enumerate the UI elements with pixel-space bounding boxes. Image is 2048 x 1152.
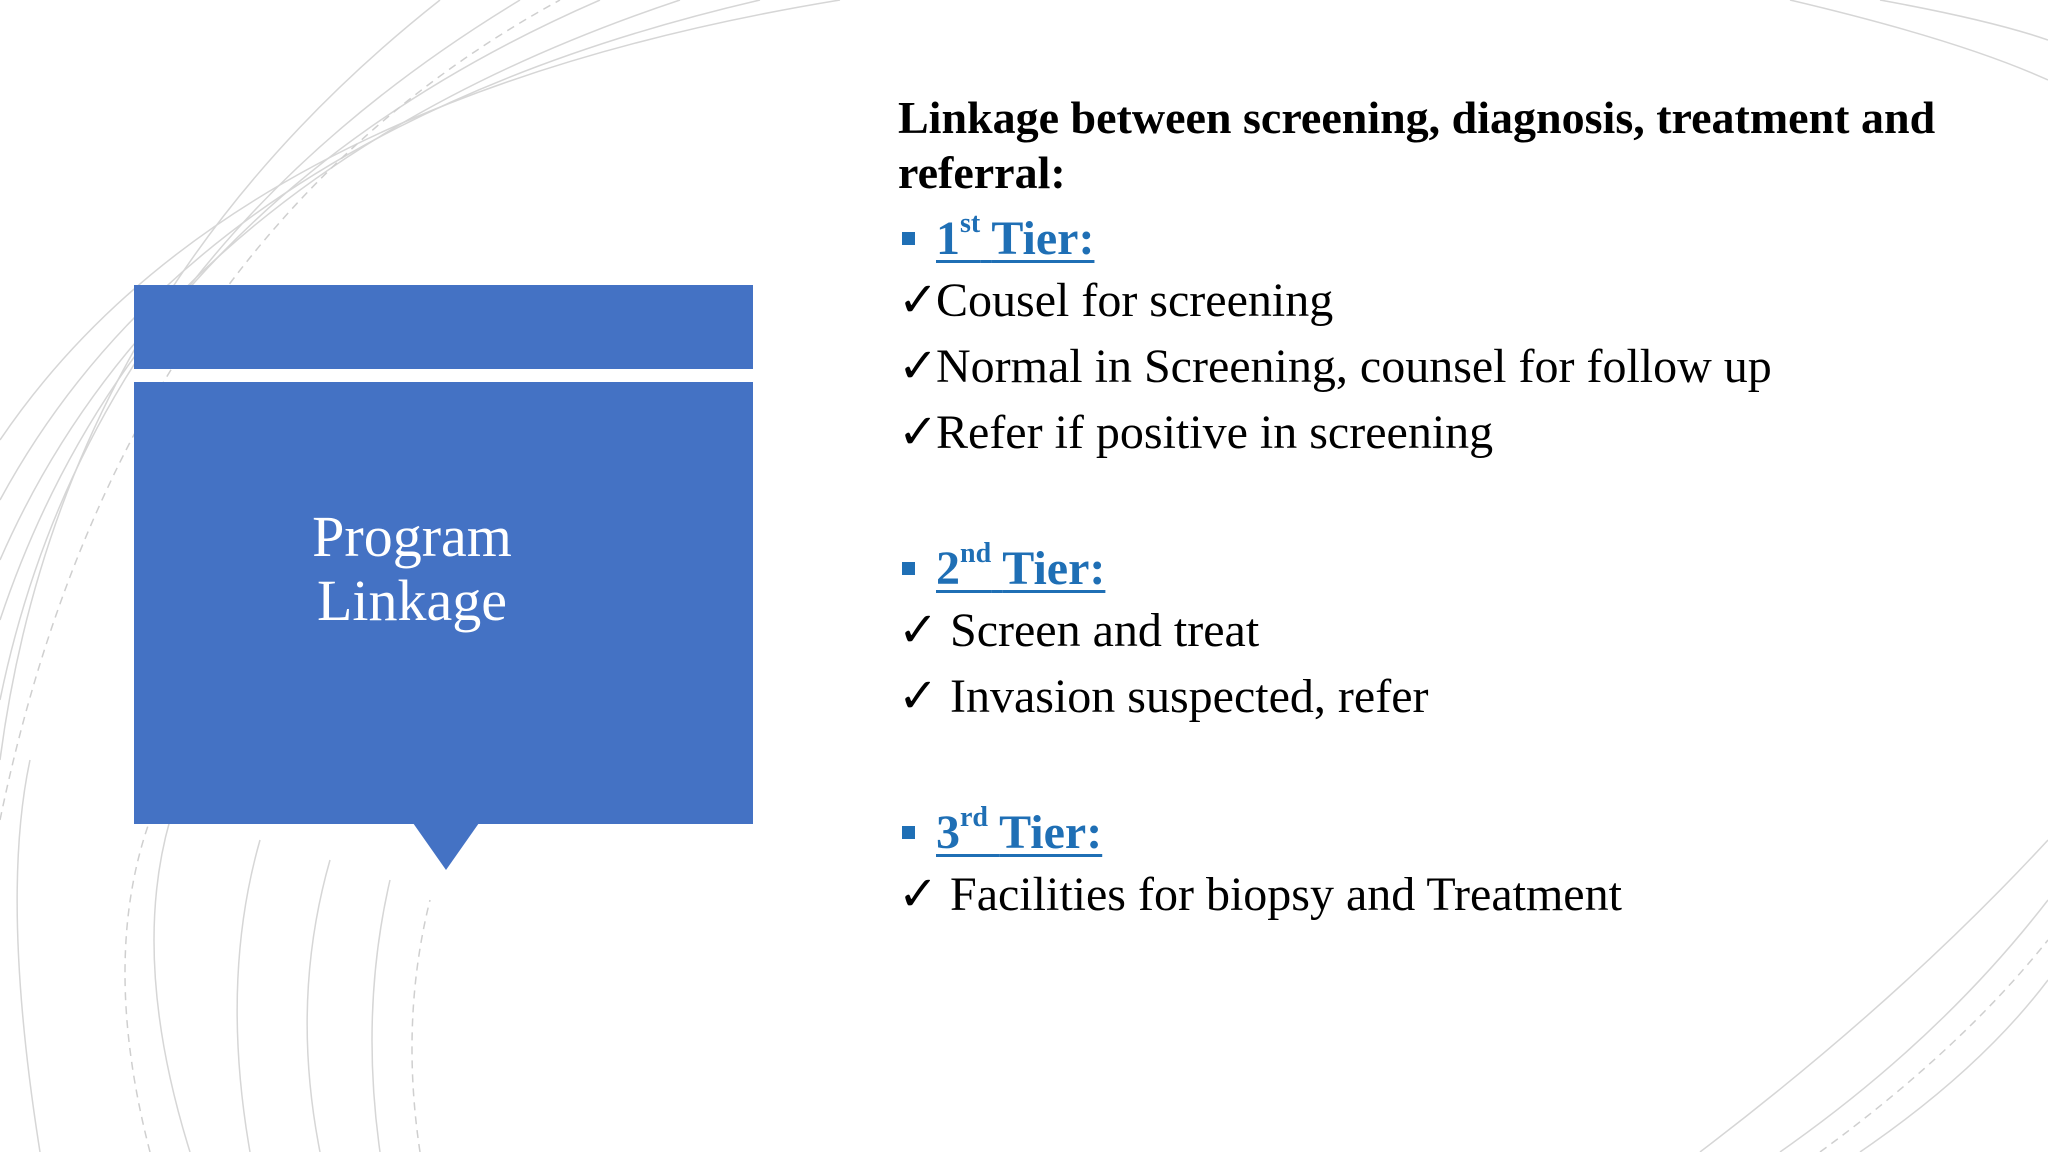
list-item-text: Normal in Screening, counsel for follow up (936, 340, 1772, 393)
tier-2-header (898, 540, 2008, 598)
list-item (898, 268, 2008, 334)
list-item-text: Screen and treat (950, 604, 1260, 657)
list-item-text: Refer if positive in screening (936, 406, 1494, 459)
title-accent-bar (134, 285, 753, 369)
list-item-text: Cousel for screening (936, 274, 1334, 327)
tier-1-number: 1 (936, 212, 960, 265)
square-bullet-icon (902, 232, 915, 245)
spacer (898, 466, 2008, 530)
list-item-text: Invasion suspected, refer (950, 670, 1429, 723)
check-icon: ✓ (898, 670, 939, 723)
tier-2-label (936, 540, 1105, 598)
check-icon: ✓ (898, 604, 939, 657)
slide-title (134, 505, 690, 633)
tier-1-label (936, 210, 1094, 268)
slide-content (898, 90, 2008, 928)
list-item (898, 862, 2008, 928)
check-icon: ✓ (898, 340, 939, 393)
slide-title-line-1: Program (312, 504, 512, 569)
list-item (898, 598, 2008, 664)
tier-3-label (936, 804, 1102, 862)
tier-2-number: 2 (936, 542, 960, 595)
check-icon: ✓ (898, 868, 939, 921)
content-heading: Linkage between screening, diagnosis, treatment and referral: (898, 92, 1936, 198)
tier-1-word: Tier: (991, 212, 1095, 265)
tier-3-number: 3 (936, 806, 960, 859)
tier-3-header (898, 804, 2008, 862)
spacer (898, 730, 2008, 794)
tier-1-suffix: st (960, 208, 981, 239)
tier-2-suffix: nd (960, 538, 992, 569)
tier-1-header (898, 210, 2008, 268)
tier-2-word: Tier: (1002, 542, 1106, 595)
list-item (898, 664, 2008, 730)
list-item (898, 400, 2008, 466)
callout-pointer (413, 823, 479, 870)
square-bullet-icon (902, 826, 915, 839)
slide-title-line-2: Linkage (316, 568, 508, 633)
tier-3-suffix: rd (960, 802, 988, 833)
tier-3-word: Tier: (999, 806, 1103, 859)
check-icon: ✓ (898, 274, 939, 327)
check-icon: ✓ (898, 406, 939, 459)
square-bullet-icon (902, 562, 915, 575)
list-item (898, 334, 2008, 400)
list-item-text: Facilities for biopsy and Treatment (950, 868, 1622, 921)
